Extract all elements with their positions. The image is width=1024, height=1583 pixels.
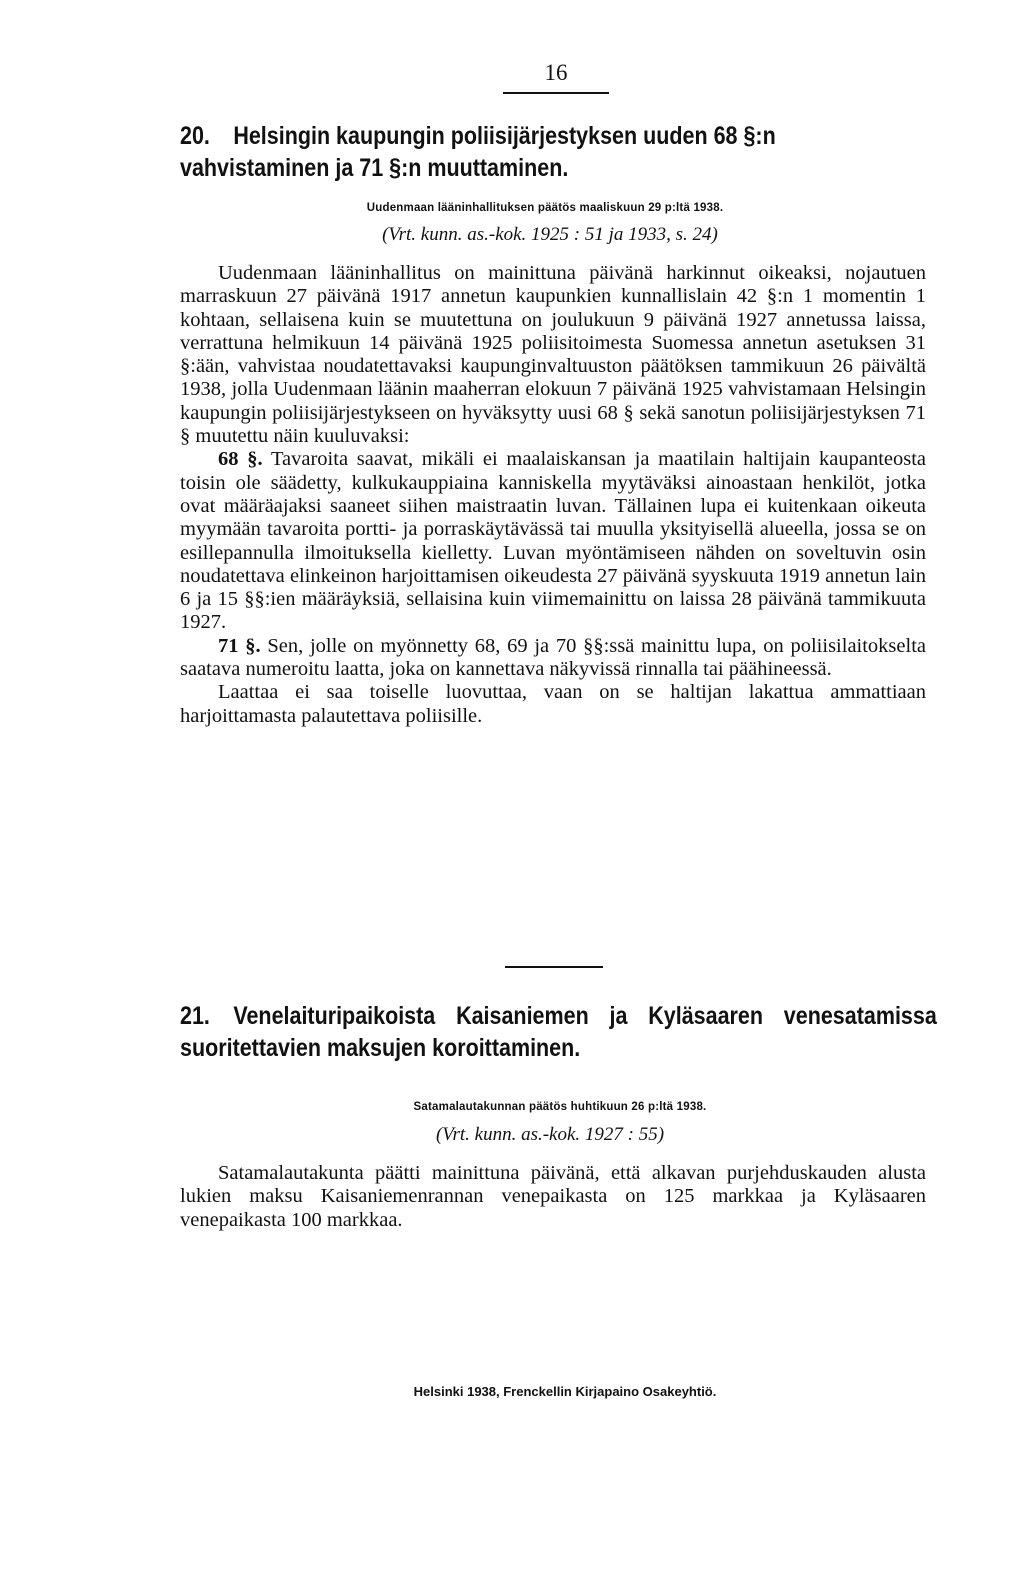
section-21-heading [180, 1000, 937, 1064]
section-21-number: 21. [180, 1002, 210, 1030]
section-20-paragraph-2 [180, 448, 926, 634]
section-21-source: Satamalautakunnan päätös huhtikuun 26 p:ltä 1938. [413, 1101, 707, 1113]
section-20-source: Uudenmaan lääninhallituksen päätös maaliskuun 29 p:ltä 1938. [366, 202, 724, 214]
printer-footer: Helsinki 1938, Frenckellin Kirjapaino Osakeyhtiö. [413, 1384, 717, 1399]
section-separator [505, 966, 603, 968]
page-number-rule [503, 92, 609, 94]
section-20-title: Helsingin kaupungin poliisijärjestyksen uuden 68 §:n vahvistaminen ja 71 §:n muuttaminen. [180, 122, 776, 182]
section-20-paragraph-3-text: Sen, jolle on myönnetty 68, 69 ja 70 §§:ssä mainittu lupa, on poliisilaitokselta saatava numeroitu laatta, joka on kannettava näkyvissä rinnalla tai päähineessä. [180, 634, 926, 681]
section-20-paragraph-3 [180, 635, 926, 682]
section-21-title: Venelaituripaikoista Kaisaniemen ja Kyläsaaren venesatamissa suoritettavien maksujen koroittaminen. [180, 1002, 937, 1062]
section-20-number: 20. [180, 122, 210, 150]
page-number: 16 [544, 60, 568, 85]
section-mark-68: 68 §. [218, 448, 263, 471]
section-20-body [180, 262, 926, 728]
section-20-reference: (Vrt. kunn. as.-kok. 1925 : 51 ja 1933, s. 24) [382, 224, 718, 245]
section-20-paragraph-4: Laattaa ei saa toiselle luovuttaa, vaan on se haltijan lakattua ammattiaan harjoittamasta palautettava poliisille. [180, 681, 926, 727]
section-21-paragraph-1: Satamalautakunta päätti mainittuna päivänä, että alkavan purjehduskauden alusta lukien maksu Kaisaniemenrannan venepaikasta on 125 markkaa ja Kyläsaaren venepaikasta 100 markkaa. [180, 1162, 926, 1231]
section-21-body [180, 1162, 926, 1232]
section-20-heading [180, 120, 834, 184]
section-mark-71: 71 §. [218, 634, 261, 657]
section-20-paragraph-1: Uudenmaan lääninhallitus on mainittuna päivänä harkinnut oikeaksi, nojautuen marraskuun 27 päivänä 1917 annetun kaupunkien kunnallislain 42 §:n 1 momentin 1 kohtaan, sellaisena kuin se muutettuna on joulukuun 9 päivänä 1927 annetussa laissa, verrattuna helmikuun 14 päivänä 1925 poliisitoimesta Suomessa annetun asetuksen 31 §:ään, vahvistaa noudatettavaksi kaupunginvaltuuston päätöksen tammikuun 26 päivältä 1938, jolla Uudenmaan läänin maaherran elokuun 7 päivänä 1925 vahvistamaan Helsingin kaupungin poliisijärjestykseen on hyväksytty uusi 68 § sekä sanotun poliisijärjestyksen 71 § muutettu näin kuuluvaksi: [180, 262, 926, 448]
section-20-paragraph-2-text: Tavaroita saavat, mikäli ei maalaiskansan ja maatilain haltijain kaupanteosta toisin ole säädetty, kulkukauppiaina kanniskella myytäväksi ainoastaan henkilöt, jotka ovat määräajaksi saaneet siihen maistraatin luvan. Tällainen lupa ei kuitenkaan oikeuta myymään tavaroita portti- ja porraskäytävässä tai muulla yksityisellä alueella, jossa se on esillepannulla ilmoituksella kielletty. Luvan myöntämiseen nähden on soveltuvin osin noudatettava elinkeinon harjoittamisen oikeudesta 27 päivänä syyskuuta 1919 annetun lain 6 ja 15 §§:ien määräyksiä, sellaisina kuin viimemainittu on laissa 28 päivänä tammikuuta 1927. [180, 448, 927, 634]
section-21-reference: (Vrt. kunn. as.-kok. 1927 : 55) [435, 1124, 665, 1145]
